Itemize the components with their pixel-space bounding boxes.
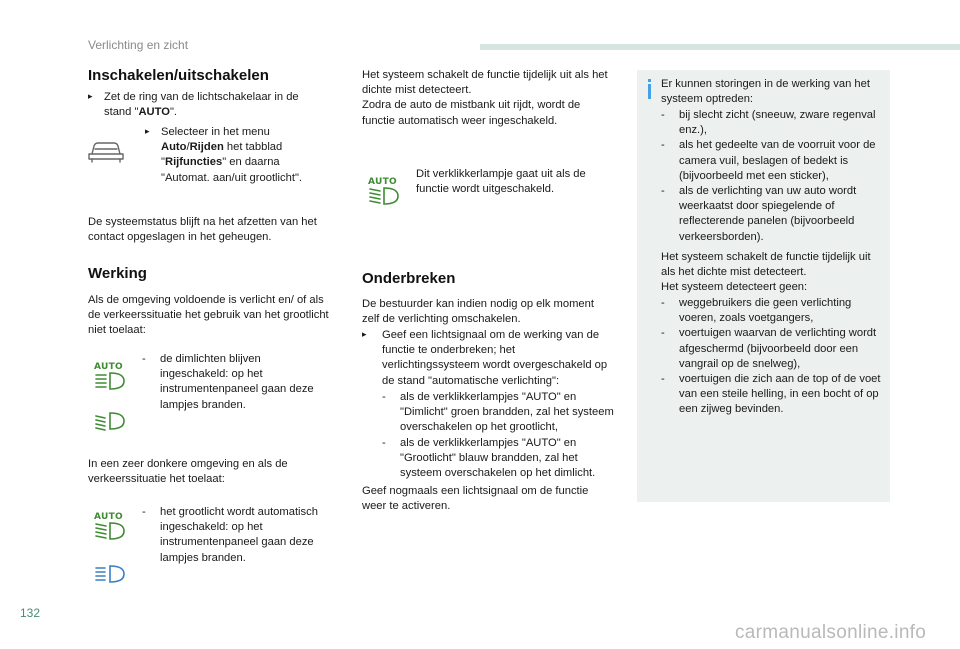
list-item: [382, 436, 617, 482]
list-item-text: als het gedeelte van de voorruit voor de camera vuil, beslagen of bedekt is (bijvoorbeeld met een sticker),: [679, 139, 876, 182]
list-item-text: voertuigen die zich aan de top of de voet van een steile helling, in een bocht of op een zijweg bevinden.: [679, 373, 881, 416]
fog-intro: Het systeem schakelt de functie tijdelijk uit als het dichte mist detecteert. Zodra de auto de mistbank uit rijdt, wordt de functie automatisch weer ingeschakeld.: [362, 69, 608, 127]
list-item: [661, 138, 887, 184]
step-select-menu-text: Selecteer in het menu Auto/Rijden het tabblad "Rijfuncties" en daarna "Automat. aan/uit grootlicht".: [161, 126, 303, 184]
list-item-text: als de verlichting van uw auto wordt weerkaatst door spiegelende of reflecterende panelen (bijvoorbeeld verkeersborden).: [679, 185, 857, 243]
dimlicht-text: de dimlichten blijven ingeschakeld: op het instrumentenpaneel gaan deze lampjes branden.: [160, 353, 314, 411]
list-item-text: als de verklikkerlampjes "AUTO" en "Dimlicht" groen brandden, zal het systeem overschakelen op het grootlicht,: [400, 391, 614, 434]
dash: -: [661, 139, 665, 152]
dash: -: [661, 109, 665, 121]
section-title: Verlichting en zicht: [88, 38, 189, 52]
memory-note: De systeemstatus blijft na het afzetten van het contact opgeslagen in het geheugen.: [88, 216, 317, 244]
heading-werking: Werking: [88, 265, 147, 282]
list-item: [661, 296, 887, 326]
watermark: carmanualsonline.info: [735, 622, 927, 643]
dash: -: [661, 185, 665, 198]
step-arrow-icon: ▸: [362, 330, 367, 340]
section-header-bar: [480, 44, 960, 50]
step-arrow-icon: ▸: [145, 127, 150, 137]
step-arrow-icon: ▸: [88, 92, 93, 102]
dash: -: [142, 353, 146, 365]
svg-text:AUTO: AUTO: [94, 362, 123, 372]
info-mid: Het systeem schakelt de functie tijdelijk uit als het dichte mist detecteert. Het systeem detecteert geen:: [661, 251, 871, 294]
info-icon: [646, 79, 654, 99]
grootlicht-text: het grootlicht wordt automatisch ingeschakeld: op het instrumentenpaneel gaan deze lampjes branden.: [160, 506, 318, 564]
step-select-menu: [145, 125, 330, 186]
dash: -: [382, 436, 386, 449]
step-turn-ring: [88, 90, 328, 120]
list-item-text: voertuigen waarvan de verlichting wordt afgeschermd (bijvoorbeeld door een vangrail op de snelweg),: [679, 327, 877, 370]
car-icon: [86, 136, 126, 164]
dash: -: [661, 327, 665, 340]
heading-onderbreken: Onderbreken: [362, 270, 456, 287]
onderbreken-sublist: [382, 390, 617, 481]
dash: -: [661, 297, 665, 309]
lowbeam-green-icon: [92, 410, 130, 432]
info-list-2: [661, 296, 887, 418]
list-item-text: als de verklikkerlampjes "AUTO" en "Grootlicht" blauw brandden, zal het systeem overschakelen op het dimlicht.: [400, 436, 596, 480]
dimlicht-item: [142, 352, 332, 413]
svg-text:AUTO: AUTO: [368, 177, 397, 187]
svg-text:AUTO: AUTO: [94, 512, 123, 522]
werking-intro: Als de omgeving voldoende is verlicht en/ of als de verkeerssituatie het gebruik van het grootlicht niet toelaat:: [88, 294, 329, 337]
list-item-text: bij slecht zicht (sneeuw, zware regenval enz.),: [679, 109, 876, 137]
highbeam-blue-icon: [92, 563, 130, 585]
list-item-text: weggebruikers die geen verlichting voeren, zoals voetgangers,: [679, 297, 852, 325]
dark-intro: In een zeer donkere omgeving en als de verkeerssituatie het toelaat:: [88, 458, 288, 486]
auto-off-icon: [366, 175, 406, 209]
auto-lowbeam-green-icon: [92, 360, 130, 392]
dash: -: [142, 506, 146, 518]
info-list-1: [661, 108, 887, 245]
page-number: 132: [20, 606, 41, 620]
list-item: [661, 326, 887, 372]
dash: -: [382, 391, 386, 403]
step-flash-text: Geef een lichtsignaal om de werking van de functie te onderbreken; het verlichtingssysteem wordt overgeschakeld op de stand "automatische verlichting":: [382, 329, 608, 387]
list-item: [661, 372, 887, 418]
lamp-off-text: Dit verklikkerlampje gaat uit als de functie wordt uitgeschakeld.: [416, 168, 586, 196]
onderbreken-outro: Geef nogmaals een lichtsignaal om de functie weer te activeren.: [362, 485, 589, 513]
step-flash-lights: [362, 328, 614, 389]
list-item: [382, 390, 617, 436]
list-item: [661, 108, 887, 138]
heading-inschakelen: Inschakelen/uitschakelen: [88, 67, 269, 84]
auto-highbeam-green-icon: [92, 510, 130, 544]
list-item: [661, 184, 887, 245]
info-intro: Er kunnen storingen in de werking van het systeem optreden:: [661, 78, 870, 106]
grootlicht-item: [142, 505, 337, 566]
step-turn-ring-text: Zet de ring van de lichtschakelaar in de stand "AUTO".: [104, 91, 299, 119]
onderbreken-intro: De bestuurder kan indien nodig op elk moment zelf de verlichting omschakelen.: [362, 298, 594, 326]
dash: -: [661, 373, 665, 386]
